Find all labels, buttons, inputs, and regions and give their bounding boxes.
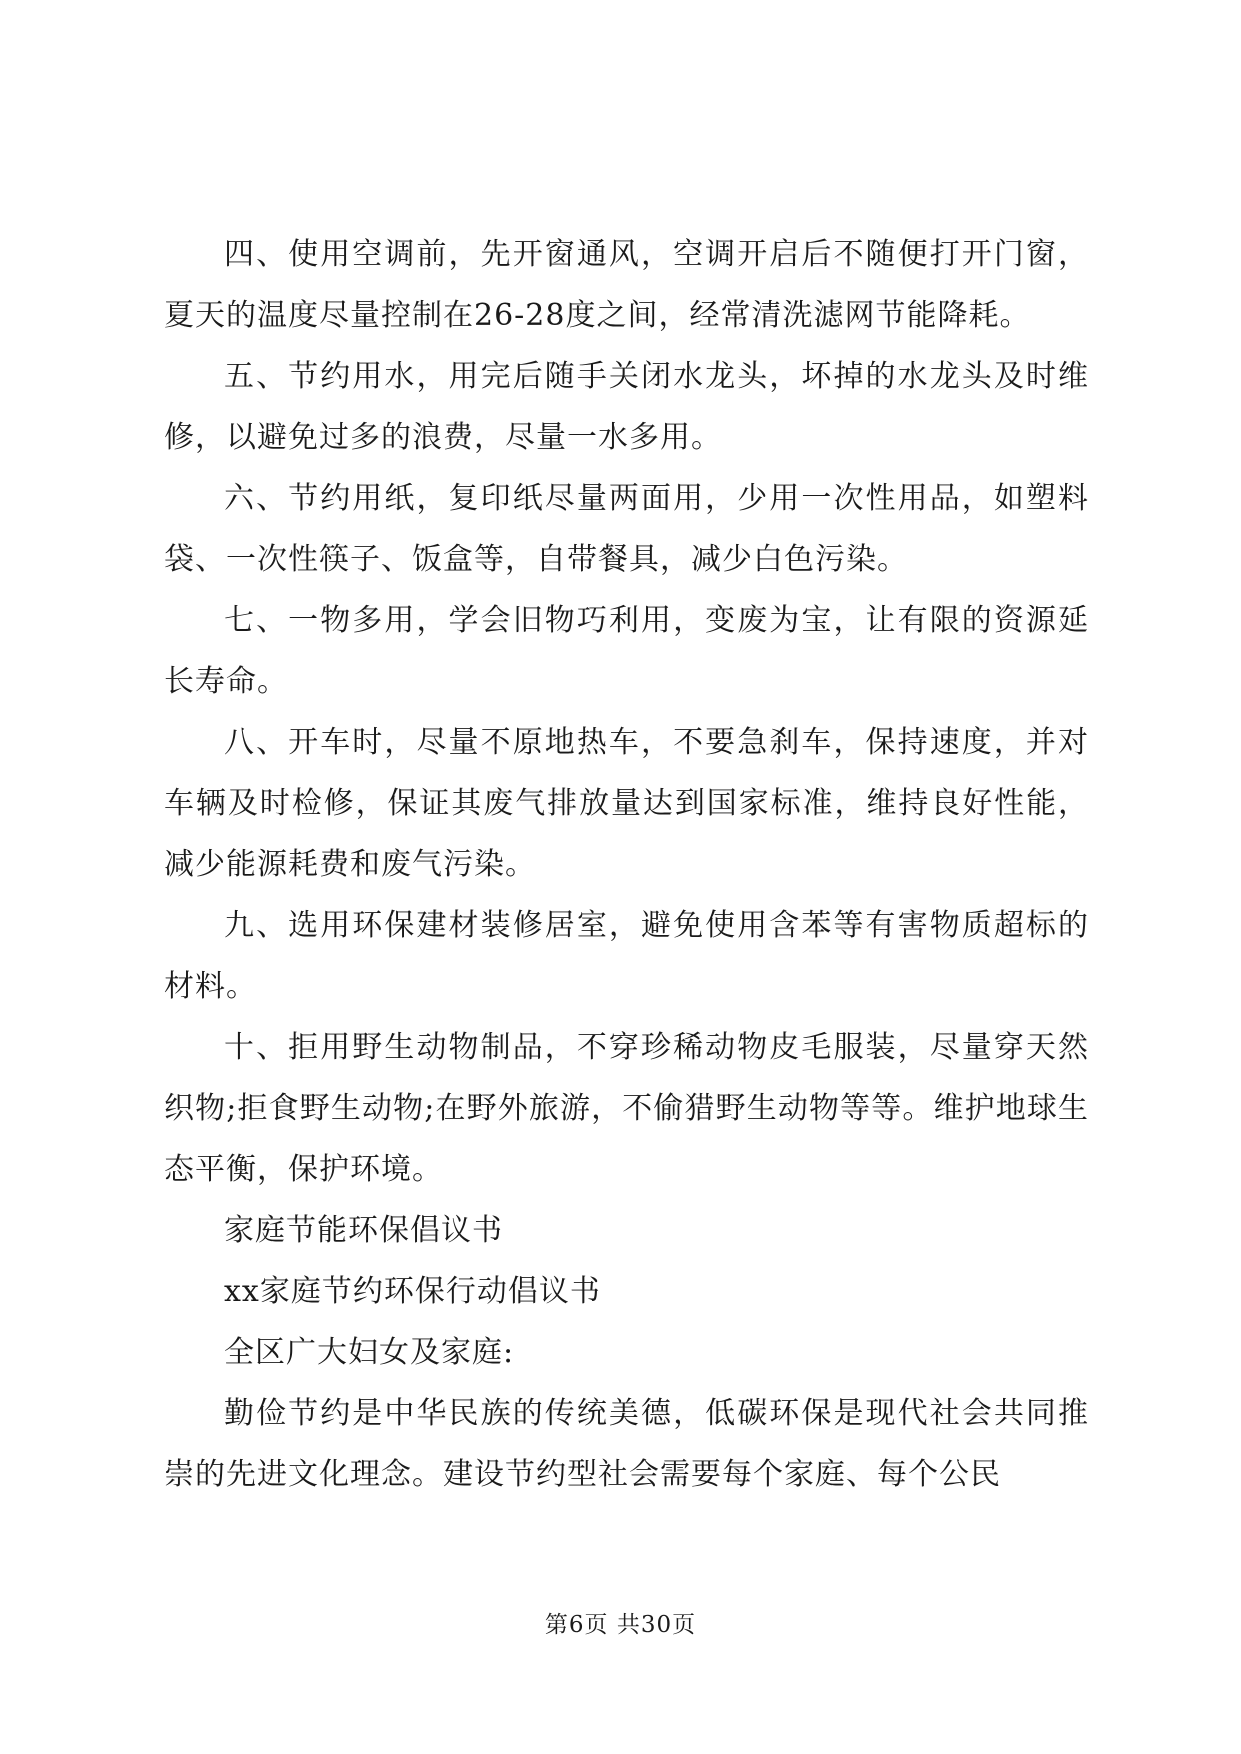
paragraph-item-9: 九、选用环保建材装修居室，避免使用含苯等有害物质超标的材料。 bbox=[164, 908, 1089, 1004]
section-heading: 家庭节能环保倡议书 bbox=[224, 1213, 503, 1248]
paragraph-item-4: 四、使用空调前，先开窗通风，空调开启后不随便打开门窗，夏天的温度尽量控制在26-28度之间，经常清洗滤网节能降耗。 bbox=[164, 237, 1089, 333]
paragraph-item-7: 七、一物多用，学会旧物巧利用，变废为宝，让有限的资源延长寿命。 bbox=[164, 603, 1089, 699]
paragraph-item-8: 八、开车时，尽量不原地热车，不要急刹车，保持速度，并对车辆及时检修，保证其废气排放量达到国家标准，维持良好性能，减少能源耗费和废气污染。 bbox=[164, 725, 1089, 882]
document-title: xx家庭节约环保行动倡议书 bbox=[224, 1274, 601, 1309]
page-number-footer: 第6页 共30页 bbox=[544, 1612, 697, 1638]
paragraph-item-5: 五、节约用水，用完后随手关闭水龙头，坏掉的水龙头及时维修，以避免过多的浪费，尽量一水多用。 bbox=[164, 359, 1089, 455]
salutation: 全区广大妇女及家庭: bbox=[224, 1335, 515, 1370]
closing-paragraph: 勤俭节约是中华民族的传统美德，低碳环保是现代社会共同推崇的先进文化理念。建设节约型社会需要每个家庭、每个公民 bbox=[164, 1396, 1089, 1492]
paragraph-item-6: 六、节约用纸，复印纸尽量两面用，少用一次性用品，如塑料袋、一次性筷子、饭盒等，自带餐具，减少白色污染。 bbox=[164, 481, 1089, 577]
document-body bbox=[164, 224, 1089, 1505]
paragraph-item-10: 十、拒用野生动物制品，不穿珍稀动物皮毛服装，尽量穿天然织物;拒食野生动物;在野外旅游，不偷猎野生动物等等。维护地球生态平衡，保护环境。 bbox=[164, 1030, 1089, 1187]
